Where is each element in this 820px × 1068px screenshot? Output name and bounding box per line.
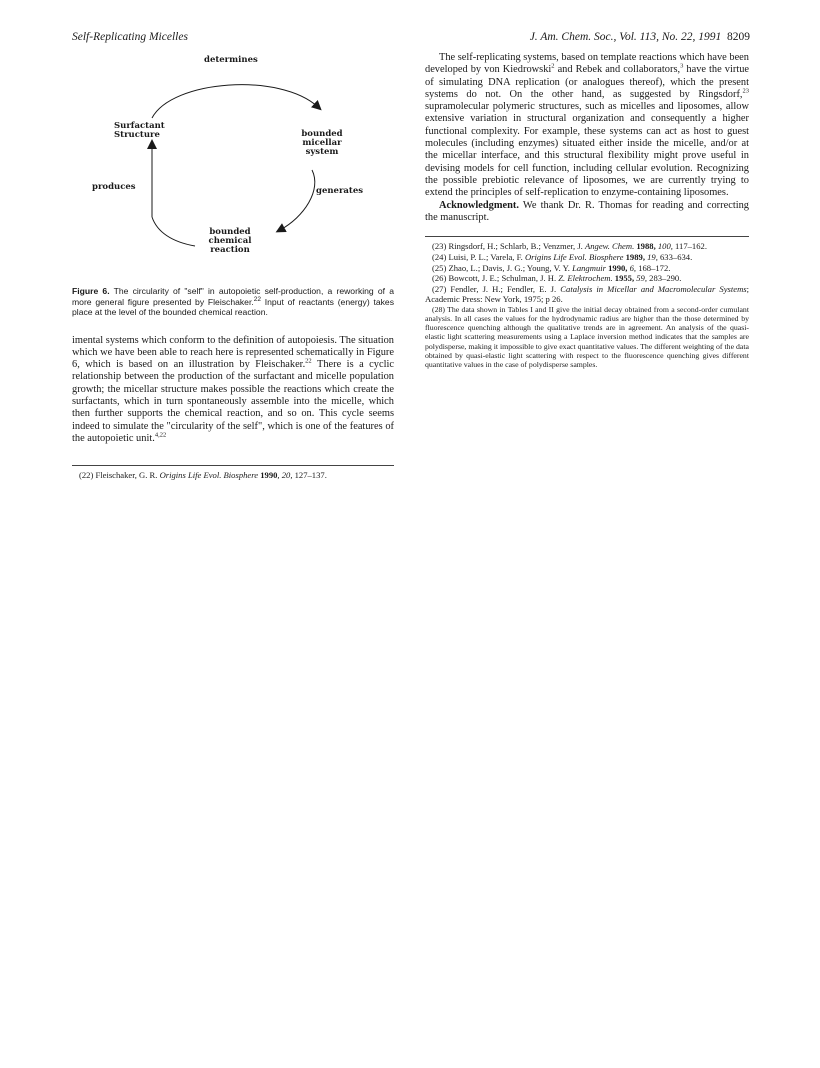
acknowledgment-label: Acknowledgment. <box>439 199 519 211</box>
label-system: system <box>305 147 339 157</box>
label-bounded-2: bounded <box>209 227 251 237</box>
right-column <box>425 52 749 370</box>
reference-25: (25) Zhao, L.; Davis, J. G.; Young, V. Y. Langmuir 1990, 6, 168–172. <box>432 262 671 273</box>
figure-caption-ref: 22 <box>253 295 261 303</box>
label-structure: Structure <box>114 130 160 140</box>
figure-caption-text-2: Input of reactants (energy) takes place at the level of the bounded chemical reaction. <box>72 296 394 317</box>
reference-24: (24) Luisi, P. L.; Varela, F. Origins Life Evol. Biosphere 1989, 19, 633–634. <box>432 251 693 262</box>
arc-bottom-left <box>152 217 195 246</box>
label-bounded-1: bounded <box>301 129 343 139</box>
reference-27: (27) Fendler, J. H.; Fendler, E. J. Catalysis in Micellar and Macromolecular Systems; Academic Press: New York, 1975; p 26. <box>425 283 750 305</box>
label-generates: generates <box>316 186 364 196</box>
label-chemical: chemical <box>208 236 252 246</box>
reference-26: (26) Bowcott, J. E.; Schulman, J. H. Z. Elektrochem. 1955, 59, 283–290. <box>432 273 682 284</box>
figure-caption <box>72 286 394 318</box>
running-header-journal <box>530 31 750 43</box>
label-determines: determines <box>204 55 258 65</box>
arc-right-arrow <box>280 170 315 230</box>
label-surfactant-structure <box>114 122 165 140</box>
label-reaction: reaction <box>210 245 250 255</box>
references <box>425 236 749 369</box>
left-body-paragraph: imental systems which conform to the definition of autopoiesis. The situation which we have been able to reach here is represented schematically in Figure 6, which is based on an illustration by Fleischaker.$^{22}$ There is a cyclic relationship between the production of the surfactant and micelle population growth; the micellar structure makes possible the reactions which create the surfactants, which in turn spontaneously assemble into the micelle, which then further supports the chemical reaction, and so on. This cycle seems indeed to simulate the "circularity of the self", which is one of the features of the autopoietic unit.$^{4,22}$ <box>72 334 394 444</box>
reference-23: (23) Ringsdorf, H.; Schlarb, B.; Venzmer, J. Angew. Chem. 1988, 100, 117–162. <box>432 241 707 252</box>
left-column <box>72 52 394 480</box>
references-divider <box>425 236 749 237</box>
left-footnotes <box>72 465 394 480</box>
acknowledgment: Acknowledgment. We thank Dr. R. Thomas for reading and correcting the manuscript. <box>425 199 749 223</box>
journal-citation: J. Am. Chem. Soc., Vol. 113, No. 22, 1991 <box>529 31 722 43</box>
running-header-title: Self-Replicating Micelles <box>72 31 188 43</box>
label-produces: produces <box>92 182 136 192</box>
footnote-divider <box>72 465 394 466</box>
reference-28: (28) The data shown in Tables I and II give the initial decay obtained from a second-order cumulant analysis. In all cases the values for the hydrodynamic radius are higher than the those determined by fluorescence quenching although the qualitative trends are in agreement. An analysis of the quasi-elastic light scattering measurements using a Laplace inversion method indicates that the samples are polydisperse, making it impossible to give exact quantitative values. The different weighting of the data obtained by quasi-elastic light scattering with respect to the fluorescence quenching gives different quantitative values in the case of polydisperse samples. <box>425 304 749 370</box>
figure-caption-label: Figure 6. <box>72 286 110 296</box>
figure-caption-text: The circularity of "self" in autopoietic self-production, a reworking of a more general figure presented by Fleischaker. <box>72 286 394 307</box>
right-body-paragraph: The self-replicating systems, based on template reactions which have been developed by von Kiedrowski$^2$ and Rebek and collaborators,$^3$ have the virtue of simulating DNA replication (or analogues thereof), which the present systems do not. On the other hand, as suggested by Ringsdorf,$^{23}$ supramolecular polymeric structures, such as micelles and liposomes, allow extensive variation in structural organization and consequently a higher functional complexity. For example, these systems can act as host to guest molecules (including enzymes) situated either inside the micelle, and/or at the micellar interface, and this structural flexibility might prove useful in devising models for cell function, including cellular evolution. Recognizing the possible prebiotic relevance of liposomes, we are currently trying to extend the principles of self-replication to enzyme-containing liposomes. <box>425 52 750 199</box>
figure-6-diagram <box>72 52 394 284</box>
footnote-22: (22) Fleischaker, G. R. Origins Life Evol. Biosphere 1990, 20, 127–137. <box>79 470 327 481</box>
page-number: 8209 <box>727 31 750 43</box>
label-bounded-micellar-system <box>294 130 350 157</box>
label-bounded-chemical-reaction <box>200 228 260 255</box>
arc-top-arrow <box>152 85 318 118</box>
label-surfactant: Surfactant <box>114 121 165 131</box>
label-micellar: micellar <box>302 138 342 148</box>
